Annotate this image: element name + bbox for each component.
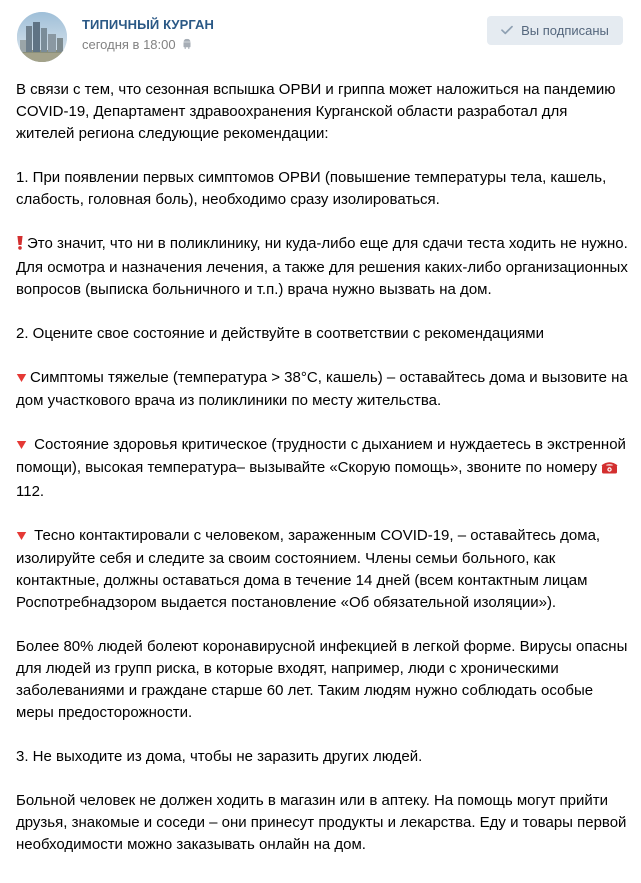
android-icon (182, 37, 192, 52)
red-triangle-down-icon (16, 526, 27, 548)
subscribed-label: Вы подписаны (521, 23, 609, 38)
paragraph-critical (16, 434, 628, 503)
group-avatar[interactable] (17, 12, 67, 62)
red-triangle-down-icon (16, 368, 27, 390)
post-text (16, 79, 628, 856)
group-name[interactable]: ТИПИЧНЫЙ КУРГАН (82, 17, 215, 32)
post-meta (82, 37, 192, 52)
telephone-icon (601, 459, 618, 481)
paragraph-risk-groups: Более 80% людей болеют коронавирусной инфекцией в легкой форме. Вирусы опасны для людей из групп риска, в которые входят, например, люди с хроническими заболеваниями и граждане старше 60 лет. Таким людям нужно соблюдать особые меры предосторожности. (16, 638, 628, 721)
paragraph-step-2: 2. Оцените свое состояние и действуйте в соответствии с рекомендациями (16, 325, 544, 342)
paragraph-severe-text: Симптомы тяжелые (температура > 38°С, кашель) – оставайтесь дома и вызовите на дом участкового врача из поликлиники по месту жительства. (16, 369, 628, 409)
paragraph-warning (16, 233, 628, 301)
check-icon (501, 23, 513, 38)
paragraph-contact-text: Тесно контактировали с человеком, зараженным COVID-19, – оставайтесь дома, изолируйте себя и следите за своим состоянием. Члены семьи больного, как контактные, должны оставаться дома в течение 14 дней (всем контактным лицам Роспотребнадзором выдается постановление «Об обязательной изоляции»). (16, 527, 601, 611)
paragraph-severe (16, 367, 628, 412)
post-time[interactable]: сегодня в 18:00 (82, 37, 176, 52)
post-header (0, 0, 641, 64)
paragraph-step-1: 1. При появлении первых симптомов ОРВИ (повышение температуры тела, кашель, слабость, головная боль), необходимо сразу изолироваться. (16, 169, 607, 208)
red-triangle-down-icon (16, 435, 27, 457)
paragraph-critical-text: Состояние здоровья критическое (трудности с дыханием и нуждаетесь в экстренной помощи), высокая температура– вызывайте «Скорую помощь», звоните по номеру (16, 436, 626, 476)
paragraph-warning-text: Это значит, что ни в поликлинику, ни куда-либо еще для сдачи теста ходить не нужно. Для осмотра и назначения лечения, а также для решения каких-либо организационных вопросов (выписка больничного и т.п.) врача нужно вызвать на дом. (16, 235, 628, 298)
paragraph-step-3: 3. Не выходите из дома, чтобы не заразить других людей. (16, 748, 423, 765)
emergency-number: 112. (16, 483, 45, 500)
paragraph-help: Больной человек не должен ходить в магазин или в аптеку. На помощь могут прийти друзья, знакомые и соседи – они принесут продукты и лекарства. Еду и товары первой необходимости можно заказывать онлайн на дом. (16, 792, 627, 853)
city-skyline-avatar (17, 12, 67, 62)
subscribed-button[interactable] (487, 16, 623, 45)
paragraph-contact (16, 525, 628, 614)
paragraph-intro: В связи с тем, что сезонная вспышка ОРВИ и гриппа может наложиться на пандемию COVID-19, Департамент здравоохранения Курганской области разработал для жителей региона следующие рекомендации: (16, 81, 616, 142)
exclamation-icon (16, 235, 24, 257)
